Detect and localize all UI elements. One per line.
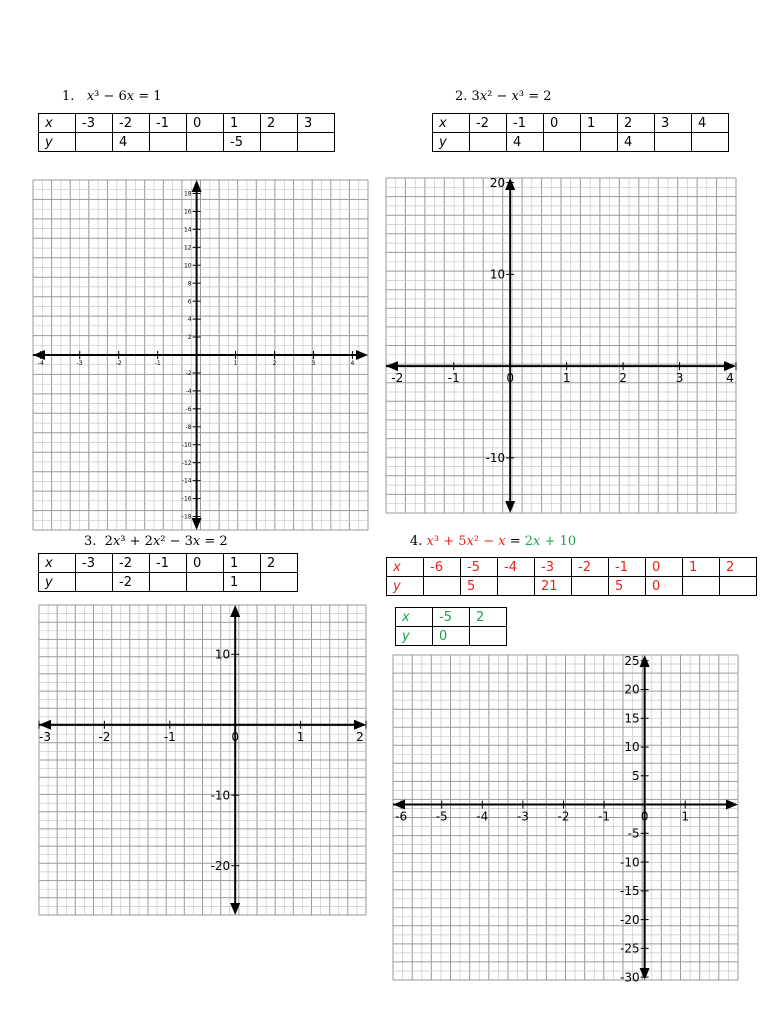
y-value-cell — [655, 133, 692, 152]
y-row — [39, 133, 335, 152]
problem-number: 1. — [62, 89, 75, 104]
x-tick-label: -2 — [557, 809, 570, 824]
y-tick-label: 20 — [624, 682, 640, 697]
x-header-cell: x — [433, 114, 470, 133]
x-tick-label: -2 — [391, 371, 404, 386]
x-value-cell: 3 — [298, 114, 335, 133]
problem-number: 3. — [84, 534, 97, 549]
x-tick-label: 1 — [296, 729, 305, 744]
value-table-4 — [386, 557, 757, 596]
y-value-cell: 0 — [646, 577, 683, 596]
y-tick-label: 20 — [489, 175, 506, 190]
y-header-cell: y — [39, 133, 76, 152]
y-value-cell — [76, 133, 113, 152]
x-axis-arrow-left — [39, 720, 51, 730]
y-tick-label: -4 — [185, 387, 192, 395]
x-tick-label: -3 — [516, 809, 529, 824]
equation-part: = 2 — [200, 534, 228, 549]
equation-part: ³ − 6 — [94, 89, 127, 104]
y-tick-label: -30 — [620, 970, 640, 985]
x-value-cell: 0 — [187, 554, 224, 573]
equation-part: x — [533, 534, 541, 549]
equation-part: = 1 — [134, 89, 162, 104]
x-value-cell: -6 — [424, 558, 461, 577]
y-tick-label: 2 — [187, 334, 192, 342]
x-tick-label: -2 — [98, 729, 111, 744]
y-tick-label: 10 — [214, 647, 231, 662]
equation-part: ³ + 2 — [120, 534, 153, 549]
equation-part: x — [112, 534, 121, 549]
equation-part: x — [498, 534, 506, 549]
y-tick-label: 25 — [624, 653, 640, 668]
x-value-cell: -2 — [113, 554, 150, 573]
y-value-cell — [720, 577, 757, 596]
y-value-cell — [544, 133, 581, 152]
y-value-cell: 4 — [113, 133, 150, 152]
x-tick-label: -3 — [39, 729, 51, 744]
x-axis-arrow-left — [393, 800, 405, 810]
y-value-cell — [498, 577, 535, 596]
x-value-cell: -1 — [609, 558, 646, 577]
value-table-3 — [38, 553, 298, 592]
y-tick-label: -10 — [485, 451, 506, 466]
y-tick-label: 15 — [624, 711, 640, 726]
x-tick-label: 0 — [231, 729, 240, 744]
x-value-cell: -2 — [470, 114, 507, 133]
equation — [427, 534, 577, 549]
equation-part: 3 — [471, 89, 480, 104]
equation-part: = — [505, 534, 525, 549]
equation-part: ² − — [473, 534, 499, 549]
y-tick-label: 10 — [489, 267, 506, 282]
y-tick-label: -5 — [627, 826, 640, 841]
x-tick-label: 4 — [726, 371, 734, 386]
x-tick-label: -4 — [37, 360, 44, 367]
y-tick-label: 6 — [187, 298, 192, 306]
x-tick-label: 3 — [311, 360, 316, 367]
x-tick-label: -3 — [76, 360, 83, 367]
y-value-cell: 5 — [461, 577, 498, 596]
x-tick-label: 0 — [640, 809, 649, 824]
y-row — [396, 627, 507, 646]
equation-part: x — [426, 534, 434, 549]
y-axis-arrow-down — [640, 968, 650, 980]
y-tick-label: -16 — [181, 495, 192, 503]
equation-part: ² − 3 — [160, 534, 193, 549]
equation — [472, 89, 552, 104]
y-tick-label: 18 — [183, 190, 192, 198]
problem-number: 2. — [455, 89, 468, 104]
y-value-cell: 4 — [507, 133, 544, 152]
x-tick-label: -1 — [154, 360, 161, 367]
x-value-cell: 3 — [655, 114, 692, 133]
x-value-cell: 0 — [544, 114, 581, 133]
equation-part: x — [126, 89, 135, 104]
y-tick-label: 16 — [183, 208, 192, 216]
y-value-cell: -2 — [113, 573, 150, 592]
x-value-cell: -5 — [461, 558, 498, 577]
x-row — [39, 114, 335, 133]
equation — [87, 89, 162, 104]
grid-1 — [33, 180, 368, 530]
x-tick-label: -2 — [115, 360, 122, 367]
x-row — [396, 608, 507, 627]
y-tick-label: -18 — [181, 513, 192, 521]
x-tick-label: -1 — [163, 729, 176, 744]
y-value-cell — [76, 573, 113, 592]
x-value-cell: 1 — [683, 558, 720, 577]
x-value-cell: -3 — [76, 114, 113, 133]
y-value-cell — [572, 577, 609, 596]
y-value-cell: 21 — [535, 577, 572, 596]
y-tick-label: 10 — [624, 740, 640, 755]
equation-part: x — [86, 89, 95, 104]
y-value-cell — [683, 577, 720, 596]
y-value-cell: -5 — [224, 133, 261, 152]
x-tick-label: -1 — [447, 371, 460, 386]
x-header-cell: x — [39, 554, 76, 573]
y-row — [39, 573, 298, 592]
y-tick-label: -12 — [181, 459, 192, 467]
x-row — [39, 554, 298, 573]
x-value-cell: 2 — [618, 114, 655, 133]
x-header-cell: x — [387, 558, 424, 577]
y-tick-label: -20 — [210, 858, 231, 873]
x-tick-label: -6 — [395, 809, 408, 824]
y-tick-label: 14 — [183, 226, 192, 234]
x-header-cell: x — [39, 114, 76, 133]
equation-part: ² − — [487, 89, 512, 104]
y-tick-label: -25 — [620, 941, 640, 956]
x-value-cell: 1 — [224, 114, 261, 133]
x-header-cell: x — [396, 608, 433, 627]
grid-2 — [386, 175, 736, 513]
x-tick-label: 3 — [675, 371, 684, 386]
problem-3-title — [84, 534, 228, 549]
x-tick-label: 2 — [272, 360, 277, 367]
y-value-cell: 1 — [224, 573, 261, 592]
equation-part: 2 — [104, 534, 113, 549]
x-tick-label: -5 — [435, 809, 448, 824]
x-value-cell: 2 — [470, 608, 507, 627]
y-axis-arrow-down — [505, 501, 515, 513]
equation-part: x — [479, 89, 488, 104]
x-value-cell: -3 — [535, 558, 572, 577]
equation-part: + 10 — [540, 534, 577, 549]
x-tick-label: -1 — [598, 809, 611, 824]
y-tick-label: 8 — [187, 280, 192, 288]
y-tick-label: 5 — [632, 768, 640, 783]
x-axis-arrow-right — [724, 361, 736, 371]
equation-part: x — [192, 534, 201, 549]
problem-2-title — [455, 89, 552, 104]
y-tick-label: -20 — [620, 912, 640, 927]
y-value-cell — [692, 133, 729, 152]
x-axis-arrow-right — [726, 800, 738, 810]
y-value-cell — [150, 573, 187, 592]
y-value-cell — [150, 133, 187, 152]
grid-4 — [393, 653, 738, 985]
y-axis-arrow-up — [505, 178, 515, 190]
y-header-cell: y — [433, 133, 470, 152]
y-tick-label: -10 — [620, 855, 640, 870]
equation-part: ³ = 2 — [518, 89, 552, 104]
x-tick-label: 1 — [233, 360, 238, 367]
x-tick-label: 2 — [619, 371, 627, 386]
y-header-cell: y — [387, 577, 424, 596]
value-table-2 — [432, 113, 729, 152]
value-table-4b — [395, 607, 507, 646]
y-tick-label: 12 — [183, 244, 192, 252]
x-value-cell: -5 — [433, 608, 470, 627]
x-value-cell: 4 — [692, 114, 729, 133]
y-row — [433, 133, 729, 152]
equation-part: x — [466, 534, 474, 549]
y-value-cell — [187, 133, 224, 152]
equation-part: ³ + 5 — [433, 534, 467, 549]
x-value-cell: -1 — [150, 554, 187, 573]
y-tick-label: -10 — [210, 788, 231, 803]
equation-part: x — [152, 534, 161, 549]
y-header-cell: y — [39, 573, 76, 592]
x-row — [387, 558, 757, 577]
y-row — [387, 577, 757, 596]
y-value-cell: 0 — [433, 627, 470, 646]
x-axis-arrow-left — [33, 350, 45, 360]
y-tick-label: 10 — [183, 262, 192, 270]
value-table-1 — [38, 113, 335, 152]
x-tick-label: 1 — [681, 809, 690, 824]
x-value-cell: -1 — [507, 114, 544, 133]
y-value-cell — [424, 577, 461, 596]
y-tick-label: -15 — [620, 884, 640, 899]
x-value-cell: 2 — [720, 558, 757, 577]
y-tick-label: -2 — [185, 370, 192, 378]
x-value-cell: 1 — [581, 114, 618, 133]
y-tick-label: -6 — [185, 405, 192, 413]
y-value-cell — [298, 133, 335, 152]
x-value-cell: -3 — [76, 554, 113, 573]
x-tick-label: 1 — [562, 371, 571, 386]
problem-4-title — [410, 534, 576, 549]
x-value-cell: -2 — [572, 558, 609, 577]
equation-part: 2 — [524, 534, 534, 549]
x-value-cell: 2 — [261, 114, 298, 133]
x-tick-label: 2 — [356, 729, 364, 744]
equation — [105, 534, 228, 549]
x-axis-arrow-right — [354, 720, 366, 730]
y-value-cell — [187, 573, 224, 592]
y-value-cell: 5 — [609, 577, 646, 596]
x-value-cell: -2 — [113, 114, 150, 133]
y-value-cell — [581, 133, 618, 152]
y-tick-label: -8 — [185, 423, 192, 431]
y-tick-label: 4 — [187, 316, 192, 324]
problem-1-title — [62, 89, 162, 104]
x-axis-arrow-left — [386, 361, 398, 371]
y-value-cell — [261, 133, 298, 152]
x-value-cell: 2 — [261, 554, 298, 573]
x-value-cell: 0 — [646, 558, 683, 577]
y-tick-label: -14 — [181, 477, 192, 485]
x-value-cell: 1 — [224, 554, 261, 573]
x-row — [433, 114, 729, 133]
x-axis-arrow-right — [356, 350, 368, 360]
y-header-cell: y — [396, 627, 433, 646]
y-value-cell: 4 — [618, 133, 655, 152]
x-value-cell: -4 — [498, 558, 535, 577]
x-value-cell: 0 — [187, 114, 224, 133]
problem-number: 4. — [410, 534, 423, 549]
x-tick-label: 0 — [506, 371, 515, 386]
grid-3 — [39, 605, 366, 915]
equation-part: x — [511, 89, 519, 104]
x-tick-label: -4 — [476, 809, 489, 824]
x-value-cell: -1 — [150, 114, 187, 133]
y-value-cell — [261, 573, 298, 592]
y-value-cell — [470, 627, 507, 646]
y-value-cell — [470, 133, 507, 152]
y-tick-label: -10 — [181, 441, 192, 449]
x-tick-label: 4 — [350, 360, 355, 367]
